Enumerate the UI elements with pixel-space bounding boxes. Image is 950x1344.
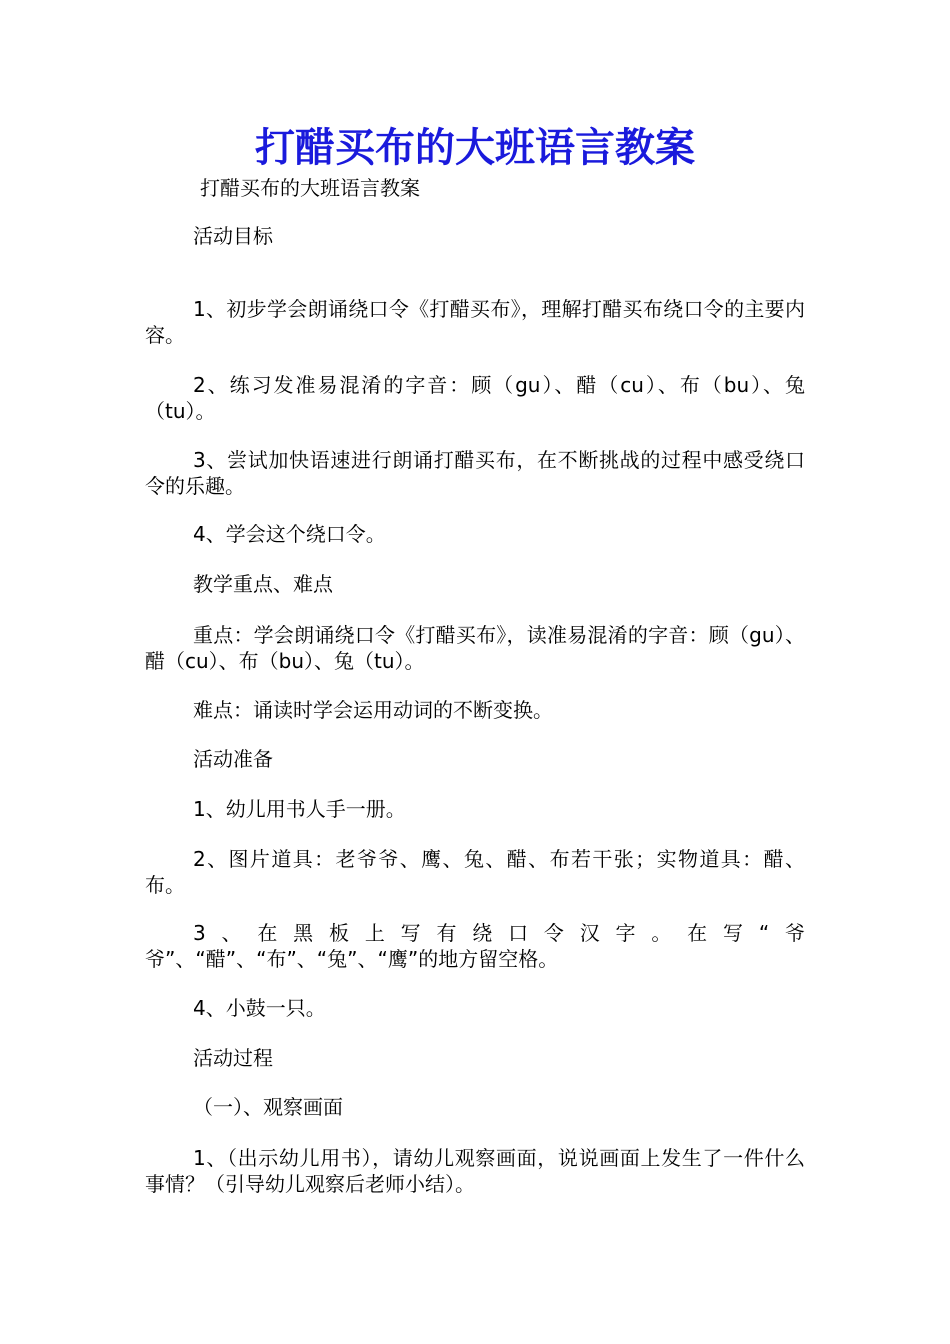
- paragraph-difficulty: 难点：诵读时学会运用动词的不断变换。: [193, 698, 553, 722]
- section-heading-key-points: 教学重点、难点: [193, 572, 333, 596]
- paragraph-goal-4: 4、学会这个绕口令。: [193, 522, 386, 546]
- paragraph-prep-1: 1、幼儿用书人手一册。: [193, 797, 406, 821]
- paragraph-prep-2: 2、图片道具：老爷爷、鹰、兔、醋、布若干张；实物道具：醋、布。: [145, 847, 805, 897]
- paragraph-prep-3: 3、在黑板上写有绕口令汉字。在写“爷爷”、“醋”、“布”、“兔”、“鹰”的地方留空格。: [145, 921, 805, 971]
- paragraph-goal-1: 1、初步学会朗诵绕口令《打醋买布》，理解打醋买布绕口令的主要内容。: [145, 297, 805, 347]
- paragraph-prep-4: 4、小鼓一只。: [193, 996, 326, 1020]
- document-title: 打醋买布的大班语言教案: [255, 124, 695, 171]
- paragraph-goal-2: 2、练习发准易混淆的字音：顾（gu）、醋（cu）、布（bu）、兔（tu）。: [145, 373, 805, 423]
- section-heading-process: 活动过程: [193, 1046, 273, 1070]
- subsection-heading-observe: （一）、观察画面: [193, 1095, 343, 1119]
- paragraph-process-1: 1、（出示幼儿用书），请幼儿观察画面，说说画面上发生了一件什么事情？（引导幼儿观察后老师小结）。: [145, 1146, 805, 1196]
- document-subtitle: 打醋买布的大班语言教案: [200, 176, 420, 200]
- paragraph-key-point: 重点：学会朗诵绕口令《打醋买布》，读准易混淆的字音：顾（gu）、醋（cu）、布（bu）、兔（tu）。: [145, 623, 805, 673]
- section-heading-preparation: 活动准备: [193, 747, 273, 771]
- paragraph-goal-3: 3、尝试加快语速进行朗诵打醋买布，在不断挑战的过程中感受绕口令的乐趣。: [145, 448, 805, 498]
- section-heading-goals: 活动目标: [193, 224, 273, 248]
